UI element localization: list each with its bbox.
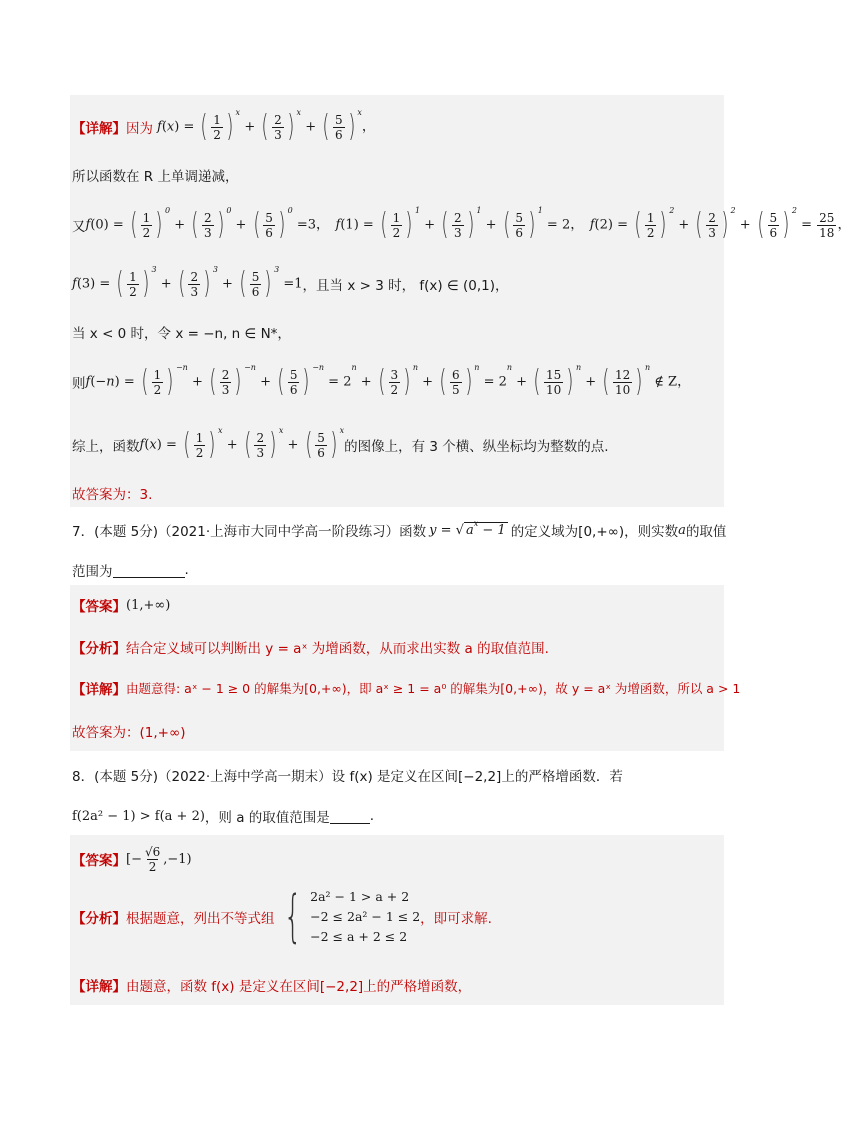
q6-answer-line: 故答案为：3. <box>72 487 153 503</box>
q8-title-line2-tail: ，则 a 的取值范围是 <box>204 810 330 826</box>
line7-prefix: 综上，函数 <box>72 439 140 455</box>
q7-title-text: 7．(本题 5分)（2021·上海市大同中学高一阶段练习）函数 <box>72 524 427 540</box>
q8-fenxi-line <box>72 884 492 950</box>
inequality-row: −2 ≤ 2a² − 1 ≤ 2 <box>310 909 421 924</box>
xiangjie-tag: 【详解】 <box>72 121 126 137</box>
xiangjie-text: 因为 <box>126 121 153 137</box>
fx-def-repeat: f(x) = ( $\frac{1}{2}$ ) $^x$ + ( $\frac{2}{3}$ ) $^x$ + ( $\frac{5}{6}$ ) $^x$ <box>139 426 345 462</box>
q8-xiangjie-line <box>72 974 471 996</box>
f1-expression: f(1) = ( $\frac{1}{2}$ ) $^1$ + ( $\frac{2}{3}$ ) $^1$ + ( $\frac{5}{6}$ ) $^1$ = 2， <box>335 206 584 242</box>
line4-tail: ，且当 x > 3 时， f(x) ∈ (0,1)， <box>302 278 509 294</box>
inequality-system: { 2a² − 1 > a + 2 −2 ≤ 2a² − 1 ≤ 2 −2 ≤ a + 2 ≤ 2 <box>283 884 421 949</box>
q8-fenxi-prefix: 根据题意，列出不等式组 <box>126 911 275 927</box>
q6-line2: 所以函数在 R 上单调递减， <box>72 169 239 185</box>
q7-answer: (1,+∞) <box>126 597 171 613</box>
q7-xiangjie-line <box>72 677 740 699</box>
fenxi-tag: 【分析】 <box>72 641 126 657</box>
f0-expression: f(0) = ( $\frac{1}{2}$ ) $^0$ + ( $\frac{2}{3}$ ) $^0$ + ( $\frac{5}{6}$ ) $^0$ =3， <box>85 206 330 242</box>
q7-title <box>72 518 726 542</box>
fenxi-tag: 【分析】 <box>72 911 126 927</box>
q8-xiangjie: 由题意，函数 f(x) 是定义在区间[−2,2]上的严格增函数， <box>126 979 472 995</box>
q7-title-tail2: 的取值 <box>685 524 727 540</box>
line6-prefix: 则 <box>72 376 86 392</box>
q7-title-line2-text: 范围为 <box>72 564 113 580</box>
f2-expression: f(2) = ( $\frac{1}{2}$ ) $^2$ + ( $\frac{2}{3}$ ) $^2$ + ( $\frac{5}{6}$ ) $^2$ = $\frac{25}{18}$ ， <box>589 206 851 242</box>
answer-tag: 【答案】 <box>72 853 126 869</box>
inequality-row: 2a² − 1 > a + 2 <box>310 889 410 904</box>
answer-blank[interactable] <box>113 563 185 578</box>
q7-fenxi-line <box>72 636 549 658</box>
q6-xiangjie-line <box>72 107 375 147</box>
line3-prefix: 又 <box>72 219 86 235</box>
q8-answer-line <box>72 841 192 877</box>
answer-tag: 【答案】 <box>72 599 126 615</box>
q8-fenxi-tail: ，即可求解. <box>420 911 492 927</box>
xiangjie-tag: 【详解】 <box>72 682 126 698</box>
q8-answer: [− $\frac{√6}{2}$ ,−1) <box>126 844 192 874</box>
inequality-row: −2 ≤ a + 2 ≤ 2 <box>310 929 408 944</box>
xiangjie-tag: 【详解】 <box>72 979 126 995</box>
q7-title-var: a <box>678 522 686 538</box>
q8-title-formula: f(2a² − 1) > f(a + 2) <box>72 808 205 824</box>
q7-answer-line <box>72 594 170 616</box>
q7-final: 故答案为：(1,+∞) <box>72 725 186 741</box>
q6-line7 <box>72 425 609 465</box>
q6-line6 <box>72 362 691 402</box>
q7-title-formula: y = √ $a^x - 1$ <box>429 518 506 538</box>
q6-line3 <box>72 205 851 245</box>
q8-title: 8．(本题 5分)（2022·上海中学高一期末）设 f(x) 是定义在区间[−2,2]上的严格增函数．若 <box>72 769 623 785</box>
q7-title-tail: 的定义域为[0,+∞)，则实数 <box>510 524 679 540</box>
q7-title-line2: 范围为 . <box>72 562 189 580</box>
line7-tail: 的图像上，有 3 个横、纵坐标均为整数的点. <box>344 439 609 455</box>
answer-blank[interactable] <box>330 809 370 824</box>
q6-line5: 当 x < 0 时，令 x = −n, n ∈ N*， <box>72 326 291 342</box>
q7-fenxi: 结合定义域可以判断出 y = aˣ 为增函数，从而求出实数 a 的取值范围. <box>126 641 549 657</box>
fx-definition: f(x) = ( $\frac{1}{2}$ ) $^x$ + ( $\frac{2}{3}$ ) $^x$ + ( $\frac{5}{6}$ ) $^x$， <box>157 108 376 144</box>
q8-title-line2: f(2a² − 1) > f(a + 2) ，则 a 的取值范围是 . <box>72 808 375 826</box>
q7-xiangjie: 由题意得: aˣ − 1 ≥ 0 的解集为[0,+∞)，即 aˣ ≥ 1 = a⁰ 的解集为[0,+∞)，故 y = aˣ 为增函数，所以 a > 1 <box>126 681 741 696</box>
q6-line4 <box>72 264 509 304</box>
f3-expression: f(3) = ( $\frac{1}{2}$ ) $^3$ + ( $\frac{2}{3}$ ) $^3$ + ( $\frac{5}{6}$ ) $^3$ =1 <box>72 265 303 301</box>
f-neg-n-expression: f(−n) = ( $\frac{1}{2}$ ) $^{-n}$ + ( $\frac{2}{3}$ ) $^{-n}$ + ( $\frac{5}{6}$ ) $^{-n} = 2^n$ + ( $\frac{3}{2}$ ) $^n$ + ( $\frac{6}{5}$ ) $^n = 2^n$ + ( $\frac{15}{10}$ ) $^n$ + ( $\frac{12}{10}$ ) $^n$ ∉ Z， <box>85 363 691 399</box>
